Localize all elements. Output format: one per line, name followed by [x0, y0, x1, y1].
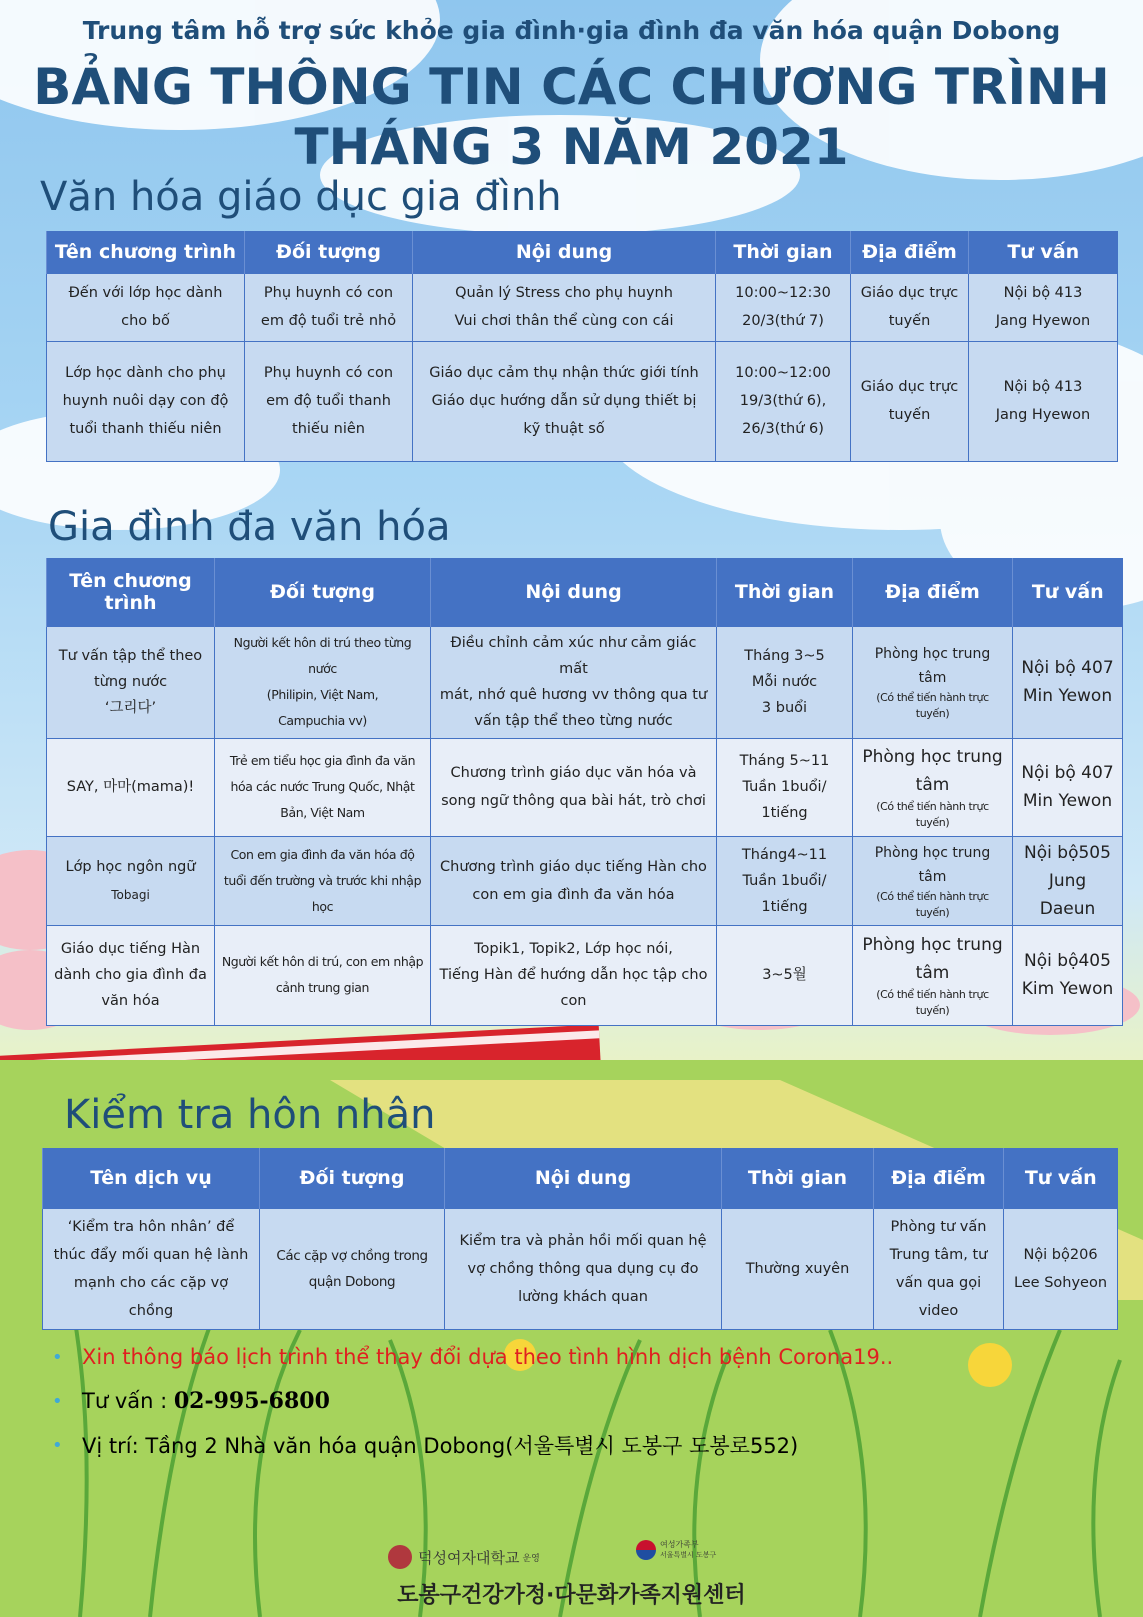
column-header: Nội dung [445, 1148, 722, 1208]
program-name-cell: SAY, 마마(mama)! [47, 738, 215, 836]
contact-cell: Nội bộ 413 Jang Hyewon [969, 341, 1118, 461]
target-cell: Phụ huynh có con em độ tuổi thanh thiếu niên [245, 341, 413, 461]
contact-cell: Nội bộ 407 Min Yewon [1013, 738, 1123, 836]
content-cell: Chương trình giáo dục văn hóa và song ngữ thông qua bài hát, trò chơi [431, 738, 717, 836]
place-cell: Phòng học trung tâm (Có thể tiến hành trực tuyến) [853, 925, 1013, 1025]
university-logo: 덕성여자대학교 운영 [388, 1545, 540, 1569]
program-name-cell: Lớp học dành cho phụ huynh nuôi dạy con độ tuổi thanh thiếu niên [47, 341, 245, 461]
content-cell: Điều chỉnh cảm xúc như cảm giác mất mát, nhớ quê hương vv thông qua tư vấn tập thể theo từng nước [431, 626, 717, 738]
contact-cell: Nội bộ 413 Jang Hyewon [969, 273, 1118, 341]
list-item [52, 1335, 893, 1379]
time-cell: Tháng 5~11 Tuần 1buổi/ 1tiếng [717, 738, 853, 836]
target-cell: Trẻ em tiểu học gia đình đa văn hóa các nước Trung Quốc, Nhật Bản, Việt Nam [215, 738, 431, 836]
bullet-icon: • [52, 1434, 63, 1456]
footer-logos [0, 1540, 1143, 1575]
table-row [43, 1208, 1118, 1329]
program-name-cell: Đến với lớp học dành cho bố [47, 273, 245, 341]
content-cell: Topik1, Topik2, Lớp học nói, Tiếng Hàn để hướng dẫn học tập cho con [431, 925, 717, 1025]
ministry-logo: 여성가족부 서울특별시 도봉구 [636, 1539, 716, 1561]
column-header: Địa điểm [851, 231, 969, 273]
marriage-check-table [42, 1148, 1118, 1330]
column-header: Nội dung [413, 231, 716, 273]
poster-title-line2: THÁNG 3 NĂM 2021 [294, 118, 849, 176]
place-cell: Phòng tư vấn Trung tâm, tư vấn qua gọi video [874, 1208, 1004, 1329]
column-header: Thời gian [722, 1148, 874, 1208]
contact-cell: Nội bộ505 Jung Daeun [1013, 836, 1123, 925]
time-cell: Thường xuyên [722, 1208, 874, 1329]
column-header: Tên chương trình [47, 558, 215, 626]
table-row [47, 626, 1123, 738]
time-cell: Tháng 3~5 Mỗi nước 3 buổi [717, 626, 853, 738]
target-cell: Người kết hôn di trú, con em nhập cảnh trung gian [215, 925, 431, 1025]
list-item [52, 1423, 893, 1467]
content-cell: Chương trình giáo dục tiếng Hàn cho con em gia đình đa văn hóa [431, 836, 717, 925]
column-header: Đối tượng [245, 231, 413, 273]
section-marriage-check-title: Kiểm tra hôn nhân [64, 1092, 436, 1138]
column-header: Đối tượng [260, 1148, 445, 1208]
column-header: Đối tượng [215, 558, 431, 626]
bullet-icon: • [52, 1346, 63, 1368]
target-cell: Con em gia đình đa văn hóa độ tuổi đến trường và trước khi nhập học [215, 836, 431, 925]
phone-label: Tư vấn : [82, 1389, 174, 1413]
content-cell: Giáo dục cảm thụ nhận thức giới tính Giáo dục hướng dẫn sử dụng thiết bị kỹ thuật số [413, 341, 716, 461]
bullet-icon: • [52, 1390, 63, 1412]
column-header: Tư vấn [1013, 558, 1123, 626]
poster-title-line1: BẢNG THÔNG TIN CÁC CHƯƠNG TRÌNH [33, 58, 1110, 116]
section-family-education-title: Văn hóa giáo dục gia đình [40, 174, 562, 220]
corona-notice: Xin thông báo lịch trình thể thay đổi dựa theo tình hình dịch bệnh Corona19.. [82, 1345, 894, 1369]
content-cell: Quản lý Stress cho phụ huynh Vui chơi thân thể cùng con cái [413, 273, 716, 341]
time-cell: Tháng4~11 Tuần 1buổi/ 1tiếng [717, 836, 853, 925]
column-header: Tên dịch vụ [43, 1148, 260, 1208]
program-name-cell: Giáo dục tiếng Hàn dành cho gia đình đa văn hóa [47, 925, 215, 1025]
column-header: Địa điểm [853, 558, 1013, 626]
multicultural-table [46, 558, 1123, 1026]
table-row [47, 738, 1123, 836]
column-header: Địa điểm [874, 1148, 1004, 1208]
contact-cell: Nội bộ405 Kim Yewon [1013, 925, 1123, 1025]
location-text: Vị trí: Tầng 2 Nhà văn hóa quận Dobong(서울특별시 도봉구 도봉로552) [82, 1434, 799, 1458]
table-header-row [43, 1148, 1118, 1208]
place-cell: Phòng học trung tâm (Có thể tiến hành trực tuyến) [853, 626, 1013, 738]
taegeuk-icon [636, 1540, 656, 1560]
place-cell: Giáo dục trực tuyến [851, 341, 969, 461]
place-cell: Phòng học trung tâm (Có thể tiến hành trực tuyến) [853, 738, 1013, 836]
phone-number[interactable]: 02-995-6800 [173, 1388, 330, 1414]
target-cell: Các cặp vợ chồng trong quận Dobong [260, 1208, 445, 1329]
column-header: Tư vấn [1004, 1148, 1118, 1208]
contact-cell: Nội bộ206 Lee Sohyeon [1004, 1208, 1118, 1329]
center-name: 도봉구건강가정·다문화가족지원센터 [397, 1583, 746, 1608]
table-row [47, 273, 1118, 341]
content-cell: Kiểm tra và phản hồi mối quan hệ vợ chồng thông qua dụng cụ đo lường khách quan [445, 1208, 722, 1329]
column-header: Thời gian [716, 231, 851, 273]
time-cell: 3~5월 [717, 925, 853, 1025]
table-header-row [47, 558, 1123, 626]
target-cell: Người kết hôn di trú theo từng nước (Philipin, Việt Nam, Campuchia vv) [215, 626, 431, 738]
program-name-cell: Tư vấn tập thể theo từng nước ‘그리다’ [47, 626, 215, 738]
poster-subtitle: Trung tâm hỗ trợ sức khỏe gia đình·gia đình đa văn hóa quận Dobong [82, 16, 1061, 45]
column-header: Thời gian [717, 558, 853, 626]
family-education-table [46, 231, 1118, 462]
table-header-row [47, 231, 1118, 273]
program-name-cell: Lớp học ngôn ngữ Tobagi [47, 836, 215, 925]
place-cell: Giáo dục trực tuyến [851, 273, 969, 341]
column-header: Tên chương trình [47, 231, 245, 273]
target-cell: Phụ huynh có con em độ tuổi trẻ nhỏ [245, 273, 413, 341]
table-row [47, 341, 1118, 461]
column-header: Nội dung [431, 558, 717, 626]
place-cell: Phòng học trung tâm (Có thể tiến hành trực tuyến) [853, 836, 1013, 925]
university-seal-icon [388, 1545, 412, 1569]
service-name-cell: ‘Kiểm tra hôn nhân’ để thúc đẩy mối quan hệ lành mạnh cho các cặp vợ chồng [43, 1208, 260, 1329]
contact-cell: Nội bộ 407 Min Yewon [1013, 626, 1123, 738]
table-row [47, 836, 1123, 925]
time-cell: 10:00~12:30 20/3(thứ 7) [716, 273, 851, 341]
time-cell: 10:00~12:00 19/3(thứ 6), 26/3(thứ 6) [716, 341, 851, 461]
table-row [47, 925, 1123, 1025]
column-header: Tư vấn [969, 231, 1118, 273]
section-multicultural-title: Gia đình đa văn hóa [48, 504, 451, 550]
list-item [52, 1379, 893, 1423]
notes-list [52, 1335, 893, 1467]
